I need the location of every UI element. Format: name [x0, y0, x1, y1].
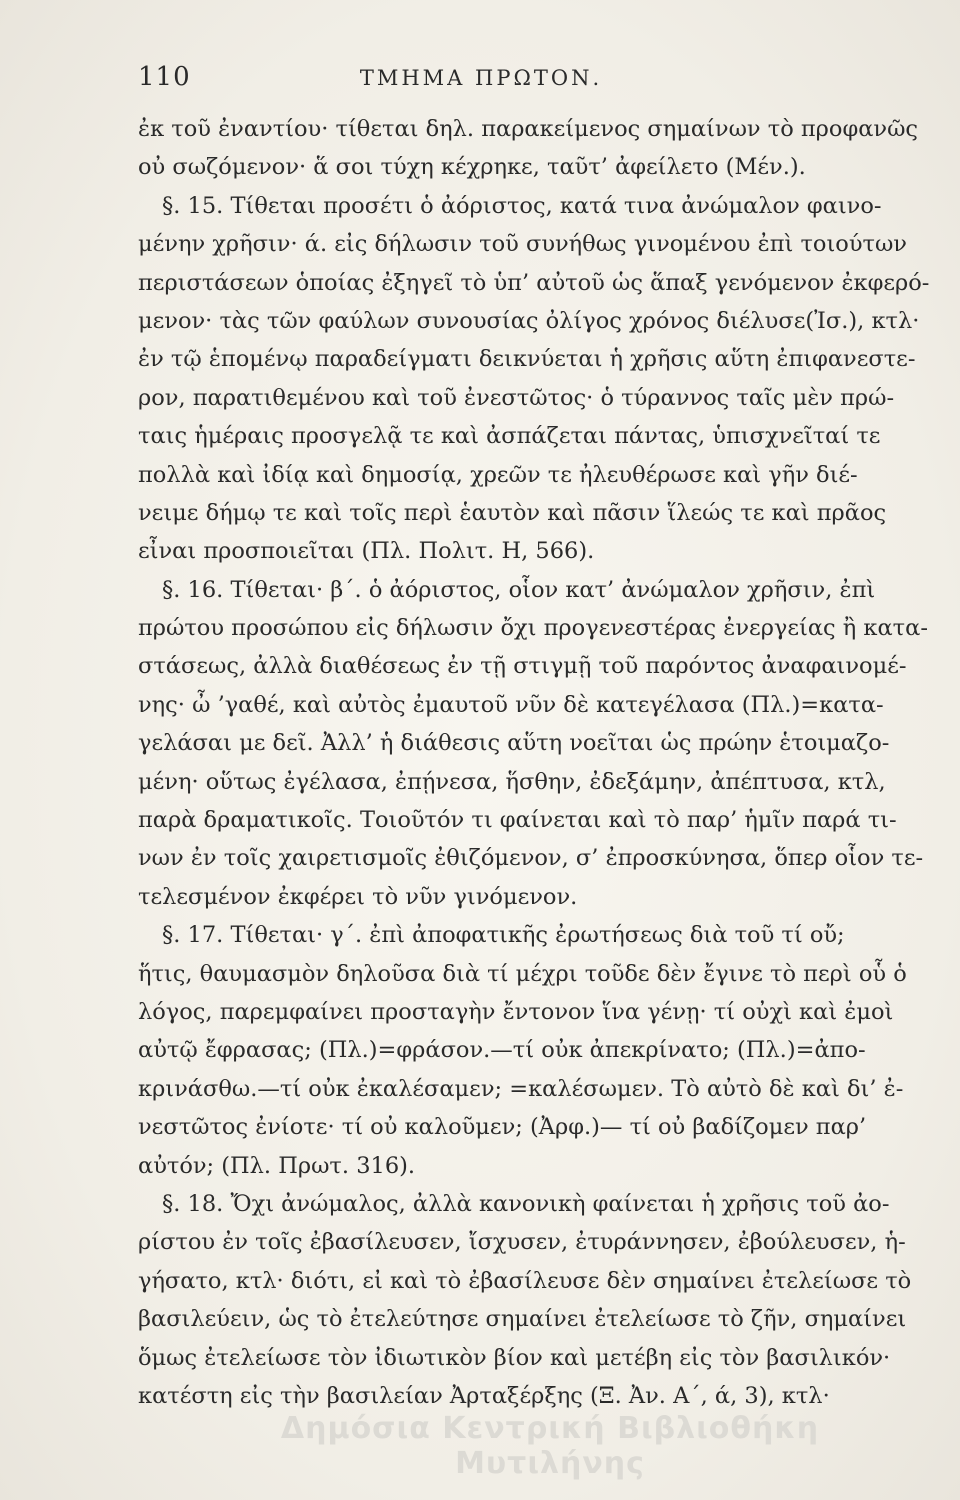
- body-text: [138, 110, 930, 1415]
- text-line: νης· ὦ ’γαθέ, καὶ αὐτὸς ἐμαυτοῦ νῦν δὲ κατεγέλασα (Πλ.)=κατα-: [138, 691, 884, 718]
- text-line: αὐτόν; (Πλ. Πρωτ. 316).: [138, 1152, 416, 1179]
- text-line: οὐ σωζόμενον· ἅ σοι τύχη κέχρηκε, ταῦτ’ ἀφείλετο (Μέν.).: [138, 154, 806, 181]
- text-line: νειμε δήμῳ τε καὶ τοῖς περὶ ἑαυτὸν καὶ πᾶσιν ἵλεώς τε καὶ πρᾶος: [138, 499, 887, 526]
- text-line: στάσεως, ἀλλὰ διαθέσεως ἐν τῇ στιγμῇ τοῦ παρόντος ἀναφαινομέ-: [138, 653, 907, 680]
- text-line: εἶναι προσποιεῖται (Πλ. Πολιτ. Η, 566).: [138, 538, 595, 565]
- text-line: γήσατο, κτλ· διότι, εἰ καὶ τὸ ἐβασίλευσε δὲν σημαίνει ἐτελείωσε τὸ: [138, 1267, 912, 1294]
- text-line: μενον· τὰς τῶν φαύλων συνουσίας ὀλίγος χρόνος διέλυσε(Ἰσ.), κτλ·: [138, 307, 920, 334]
- text-line: κρινάσθω.—τί οὐκ ἐκαλέσαμεν; =καλέσωμεν. Τὸ αὐτὸ δὲ καὶ δι’ ἐ-: [138, 1075, 904, 1102]
- text-line: §. 18. Ὄχι ἀνώμαλος, ἀλλὰ κανονικὴ φαίνεται ἡ χρῆσις τοῦ ἀο-: [162, 1190, 890, 1217]
- text-line: ἐν τῷ ἑπομένῳ παραδείγματι δεικνύεται ἡ χρῆσις αὕτη ἐπιφανεστε-: [138, 346, 916, 373]
- text-line: περιστάσεων ὁποίας ἐξηγεῖ τὸ ὑπ’ αὐτοῦ ὡς ἅπαξ γενόμενον ἐκφερό-: [138, 269, 930, 296]
- text-line: αὐτῷ ἔφρασας; (Πλ.)=φράσον.—τί οὐκ ἀπεκρίνατο; (Πλ.)=ἀπο-: [138, 1037, 866, 1064]
- text-line: ἥτις, θαυμασμὸν δηλοῦσα διὰ τί μέχρι τοῦδε δὲν ἔγινε τὸ περὶ οὗ ὁ: [138, 960, 907, 987]
- text-line: ρίστου ἐν τοῖς ἐβασίλευσεν, ἴσχυσεν, ἐτυράννησεν, ἐβούλευσεν, ἡ-: [138, 1229, 906, 1256]
- text-line: ὅμως ἐτελείωσε τὸν ἰδιωτικὸν βίον καὶ μετέβη εἰς τὸν βασιλικόν·: [138, 1344, 891, 1371]
- text-line: §. 16. Τίθεται· β΄. ὁ ἀόριστος, οἷον κατ’ ἀνώμαλον χρῆσιν, ἐπὶ: [162, 576, 876, 603]
- text-line: μένη· οὕτως ἐγέλασα, ἐπῄνεσα, ἥσθην, ἐδεξάμην, ἀπέπτυσα, κτλ,: [138, 768, 886, 795]
- text-line: πρώτου προσώπου εἰς δήλωσιν ὄχι προγενεστέρας ἐνεργείας ἢ κατα-: [138, 615, 928, 642]
- text-line: βασιλεύειν, ὡς τὸ ἐτελεύτησε σημαίνει ἐτελείωσε τὸ ζῆν, σημαίνει: [138, 1306, 907, 1333]
- text-line: μένην χρῆσιν· ά. εἰς δήλωσιν τοῦ συνήθως γινομένου ἐπὶ τοιούτων: [138, 231, 907, 258]
- text-line: παρὰ δραματικοῖς. Τοιοῦτόν τι φαίνεται καὶ τὸ παρ’ ἡμῖν παρά τι-: [138, 807, 897, 834]
- page-number: 110: [138, 62, 191, 92]
- text-line: κατέστη εἰς τὴν βασιλείαν Ἀρταξέρξης (Ξ. Ἀν. Α΄, ά, 3), κτλ·: [138, 1382, 830, 1409]
- text-line: νεστῶτος ἐνίοτε· τί οὐ καλοῦμεν; (Ἀρφ.)— τί οὐ βαδίζομεν παρ’: [138, 1114, 867, 1141]
- text-line: γελάσαι με δεῖ. Ἀλλ’ ἡ διάθεσις αὕτη νοεῖται ὡς πρώην ἑτοιμαζο-: [138, 730, 890, 757]
- running-title: ΤΜΗΜΑ ΠΡΩΤΟΝ.: [359, 66, 603, 90]
- text-line: ἐκ τοῦ ἐναντίου· τίθεται δηλ. παρακείμενος σημαίνων τὸ προφανῶς: [138, 116, 919, 142]
- text-line: ρον, παρατιθεμένου καὶ τοῦ ἐνεστῶτος· ὁ τύραννος ταῖς μὲν πρώ-: [138, 384, 895, 411]
- text-line: τελεσμένον ἐκφέρει τὸ νῦν γινόμενον.: [138, 883, 578, 910]
- library-watermark: Δημόσια Κεντρική Βιβλιοθήκη Μυτιλήνης: [280, 1411, 820, 1481]
- text-line: νων ἐν τοῖς χαιρετισμοῖς ἐθιζόμενον, σ’ ἐπροσκύνησα, ὅπερ οἷον τε-: [138, 845, 924, 872]
- text-line: λόγος, παρεμφαίνει προσταγὴν ἔντονον ἵνα γένῃ· τί οὐχὶ καὶ ἐμοὶ: [138, 998, 894, 1025]
- page-header: [138, 62, 824, 102]
- text-line: §. 15. Τίθεται προσέτι ὁ ἀόριστος, κατά τινα ἀνώμαλον φαινο-: [162, 192, 882, 219]
- text-line: §. 17. Τίθεται· γ΄. ἐπὶ ἀποφατικῆς ἐρωτήσεως διὰ τοῦ τί οὔ;: [162, 922, 845, 949]
- text-line: ταις ἡμέραις προσγελᾷ τε καὶ ἀσπάζεται πάντας, ὑπισχνεῖταί τε: [138, 423, 881, 450]
- text-line: πολλὰ καὶ ἰδίᾳ καὶ δημοσίᾳ, χρεῶν τε ἠλευθέρωσε καὶ γῆν διέ-: [138, 461, 858, 488]
